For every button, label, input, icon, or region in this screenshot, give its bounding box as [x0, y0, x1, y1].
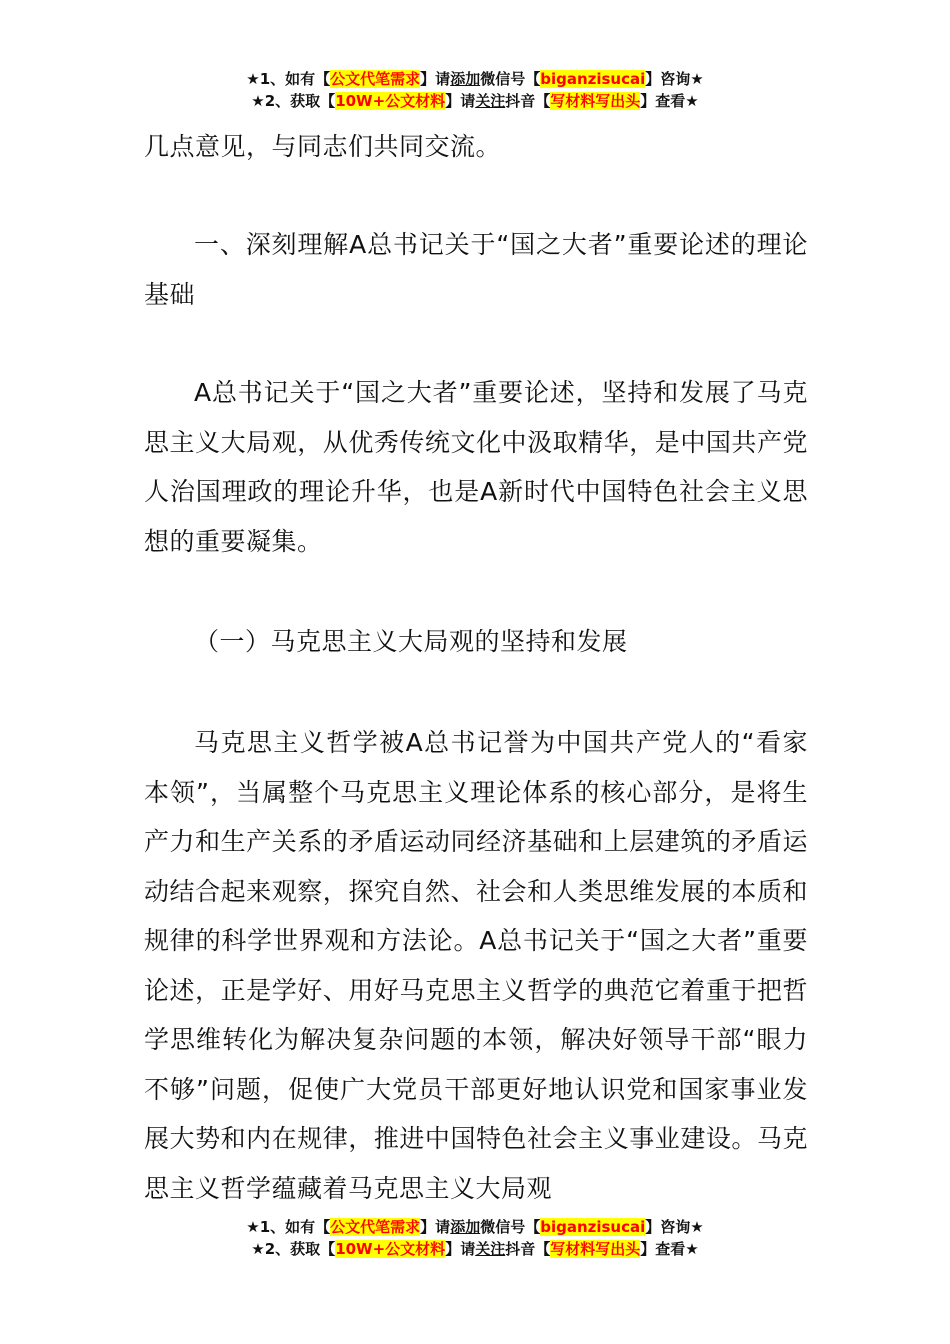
- subsection-heading-1: （一）马克思主义大局观的坚持和发展: [194, 627, 628, 656]
- promo-underlined-text: 关注: [475, 1240, 506, 1258]
- promo-text: 】请: [445, 1240, 476, 1258]
- promo-highlight: 公文代笔需求: [330, 70, 421, 88]
- promo-text: ★1、如有【: [246, 1218, 331, 1236]
- promo-text: 抖音【: [505, 92, 551, 110]
- promo-text: 】请: [420, 70, 451, 88]
- paragraph-intro-tail: 几点意见，与同志们共同交流。: [144, 132, 502, 161]
- promo-wechat-id: biganzisucai: [540, 1218, 646, 1236]
- promo-text: 微信号【: [480, 70, 541, 88]
- promo-text: 】请: [445, 92, 476, 110]
- promo-text: 】查看★: [640, 92, 699, 110]
- promo-line-2: [0, 1238, 950, 1260]
- promo-wechat-id: biganzisucai: [540, 70, 646, 88]
- promo-line-2: [0, 90, 950, 112]
- promo-underlined-text: 关注: [475, 92, 506, 110]
- promo-text: 抖音【: [505, 1240, 551, 1258]
- footer-promo-banner: [0, 1216, 950, 1260]
- promo-text: 】咨询★: [645, 1218, 704, 1236]
- promo-text: ★2、获取【: [251, 1240, 336, 1258]
- promo-text: 】查看★: [640, 1240, 699, 1258]
- promo-line-1: [0, 1216, 950, 1238]
- promo-line-1: [0, 68, 950, 90]
- paragraph-2: 马克思主义哲学被A总书记誉为中国共产党人的“看家本领”，当属整个马克思主义理论体系的核心部分，是将生产力和生产关系的矛盾运动同经济基础和上层建筑的矛盾运动结合起来观察，探究自然、社会和人类思维发展的本质和规律的科学世界观和方法论。A总书记关于“国之大者”重要论述，正是学好、用好马克思主义哲学的典范它着重于把哲学思维转化为解决复杂问题的本领，解决好领导干部“眼力不够”问题，促使广大党员干部更好地认识党和国家事业发展大势和内在规律，推进中国特色社会主义事业建设。马克思主义哲学蕴藏着马克思主义大局观: [144, 728, 808, 1203]
- promo-text: 微信号【: [480, 1218, 541, 1236]
- paragraph-1: A总书记关于“国之大者”重要论述，坚持和发展了马克思主义大局观，从优秀传统文化中汲取精华，是中国共产党人治国理政的理论升华，也是A新时代中国特色社会主义思想的重要凝集。: [144, 378, 808, 556]
- promo-highlight: 公文代笔需求: [330, 1218, 421, 1236]
- promo-text: 】请: [420, 1218, 451, 1236]
- promo-underlined-text: 添加: [450, 1218, 481, 1236]
- section-heading-1: 一、深刻理解A总书记关于“国之大者”重要论述的理论基础: [144, 230, 808, 309]
- promo-douyin-account: 写材料写出头: [550, 1240, 641, 1258]
- promo-underlined-text: 添加: [450, 70, 481, 88]
- promo-highlight: 10W+公文材料: [335, 1240, 446, 1258]
- promo-text: ★2、获取【: [251, 92, 336, 110]
- promo-douyin-account: 写材料写出头: [550, 92, 641, 110]
- header-promo-banner: [0, 68, 950, 112]
- promo-text: 】咨询★: [645, 70, 704, 88]
- promo-highlight: 10W+公文材料: [335, 92, 446, 110]
- promo-text: ★1、如有【: [246, 70, 331, 88]
